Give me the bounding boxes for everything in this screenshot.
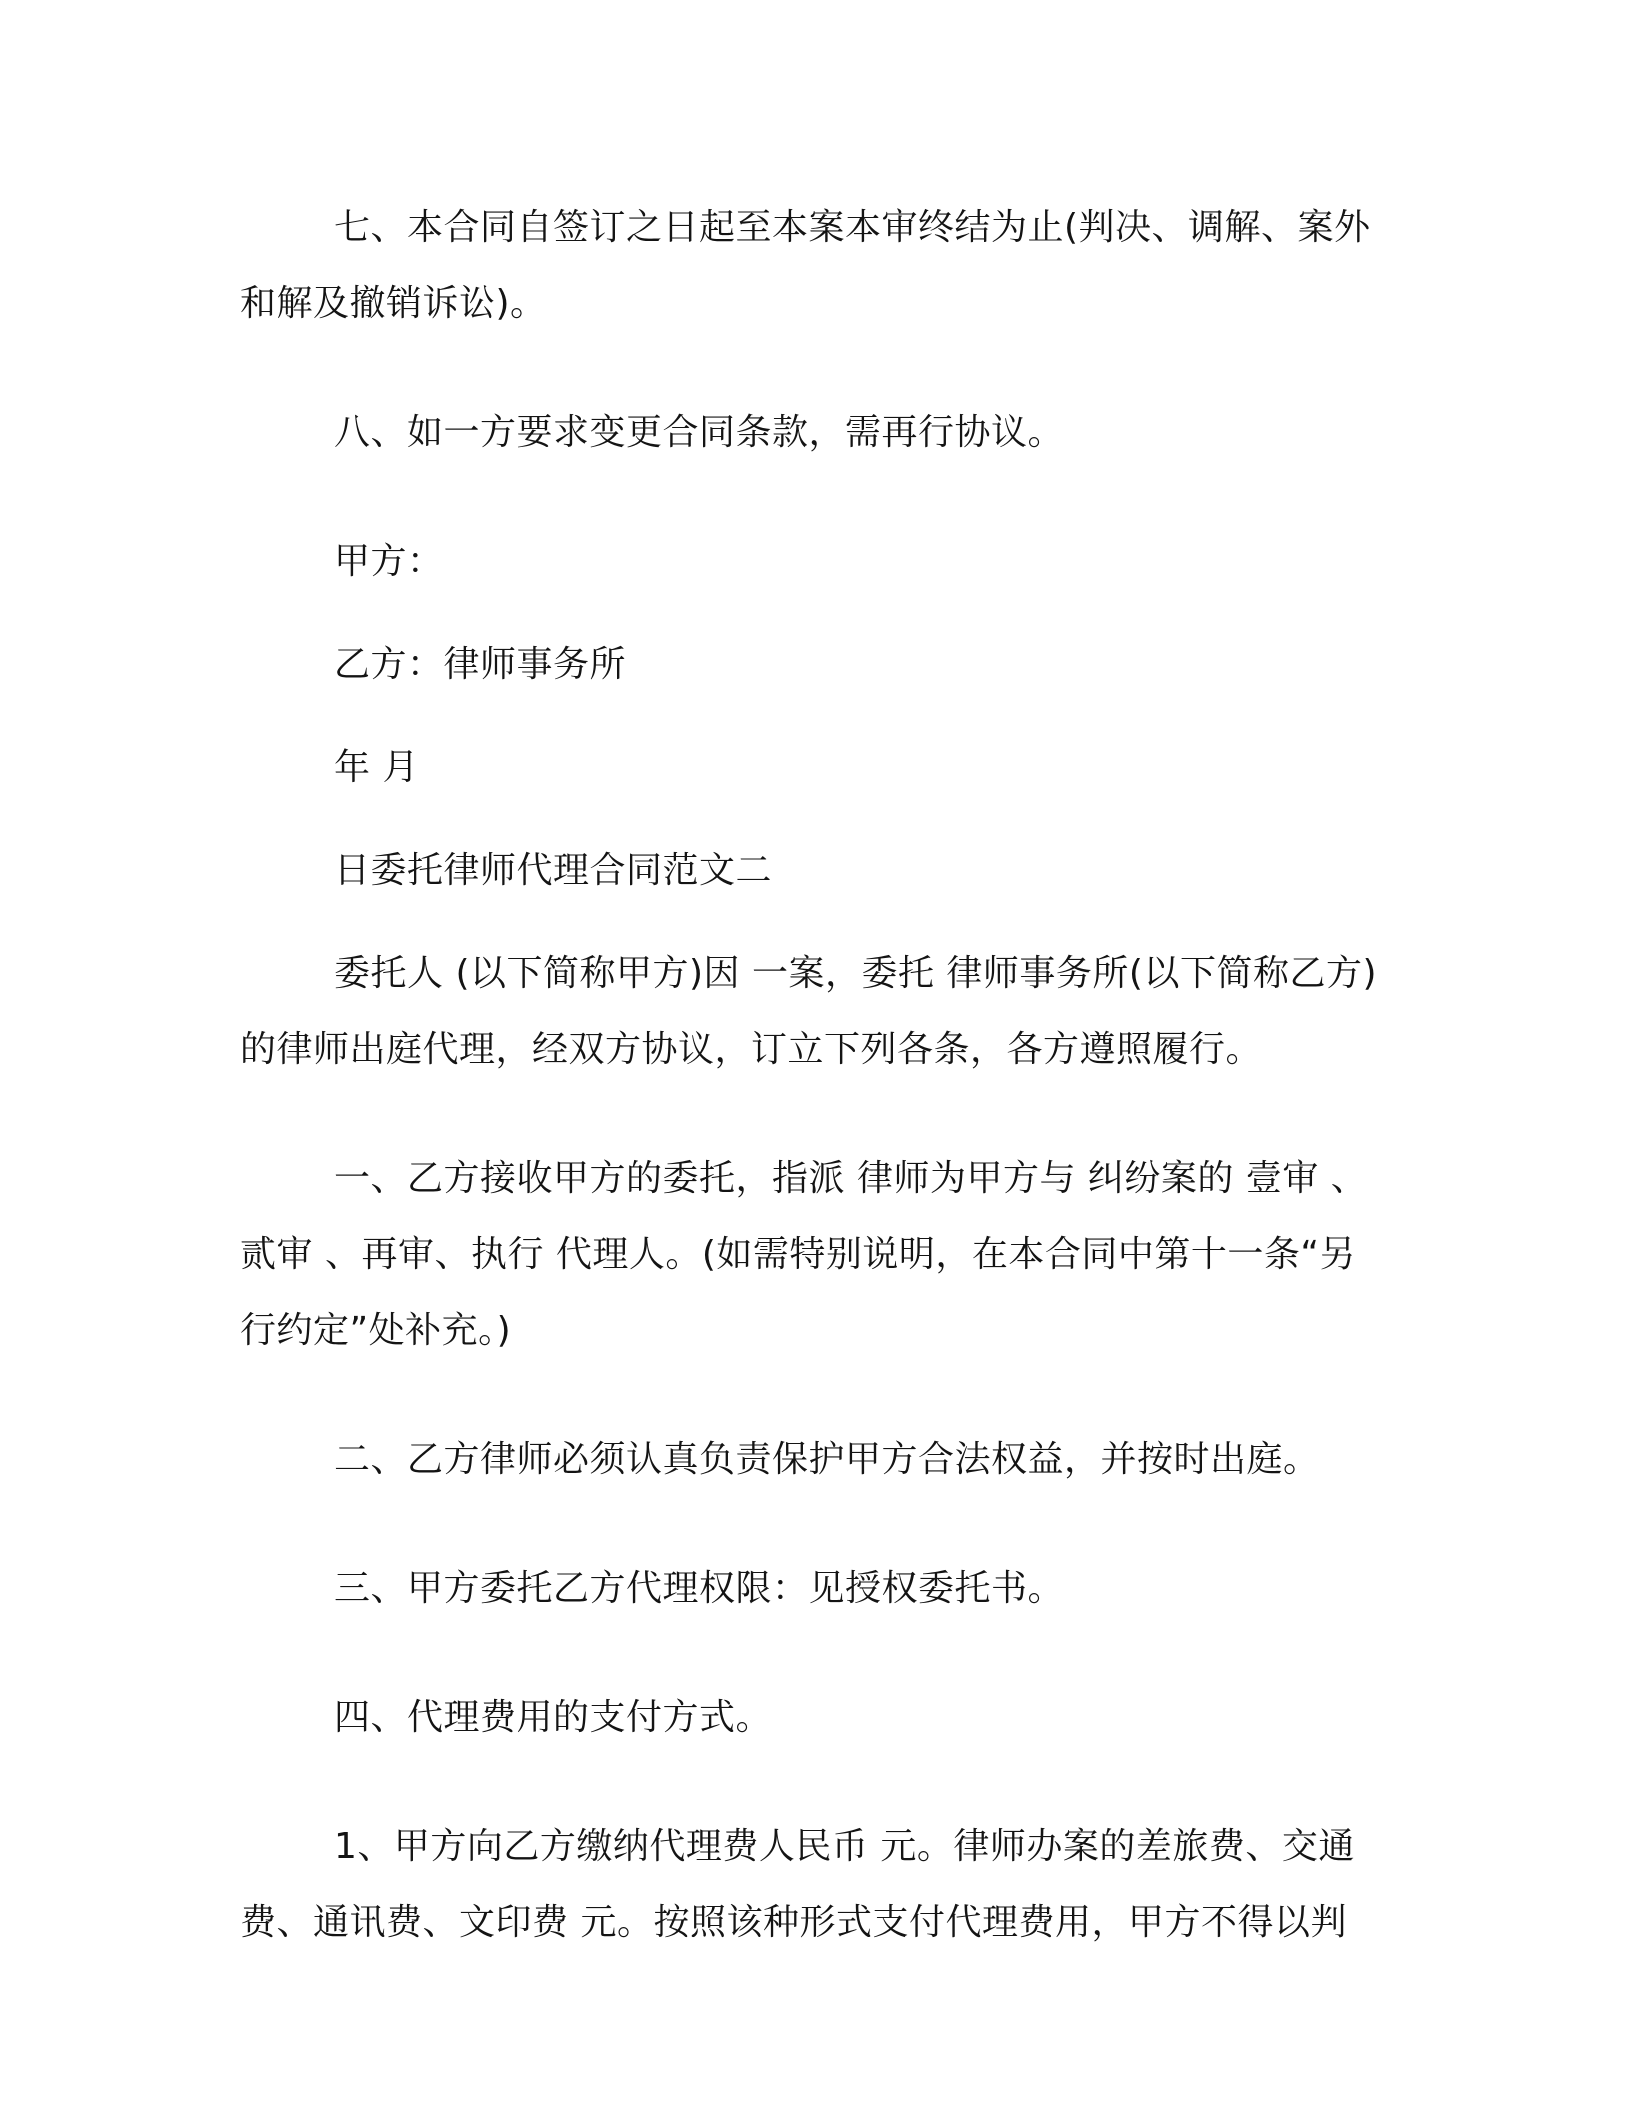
- section-title: 日委托律师代理合同范文二: [334, 850, 773, 891]
- clause-seven: 七、本合同自签订之日起至本案本审终结为止(判决、调解、案外和解及撤销诉讼)。: [240, 207, 1371, 324]
- clause-four: 四、代理费用的支付方式。: [334, 1697, 773, 1738]
- clause-eight: 八、如一方要求变更合同条款，需再行协议。: [334, 412, 1065, 453]
- clause-two: 二、乙方律师必须认真负责保护甲方合法权益，并按时出庭。: [334, 1439, 1320, 1480]
- party-a-signature-line: 甲方：: [334, 541, 444, 582]
- clause-one: 一、乙方接收甲方的委托，指派 律师为甲方与 纠纷案的 壹审 、贰审 、再审、执行 代理人。(如需特别说明，在本合同中第十一条“另行约定”处补充。): [240, 1158, 1368, 1351]
- document-body: [240, 190, 1390, 2014]
- clause-three: 三、甲方委托乙方代理权限：见授权委托书。: [334, 1568, 1065, 1609]
- clause-four-item-one: 1、甲方向乙方缴纳代理费人民币 元。律师办案的差旅费、交通费、通讯费、文印费 元。按照该种形式支付代理费用，甲方不得以判: [240, 1826, 1355, 1943]
- party-b-signature-line: 乙方：律师事务所: [334, 644, 627, 685]
- preamble-paragraph: 委托人 (以下简称甲方)因 一案，委托 律师事务所(以下简称乙方)的律师出庭代理，经双方协议，订立下列各条，各方遵照履行。: [240, 953, 1378, 1070]
- date-line: 年 月: [334, 747, 419, 788]
